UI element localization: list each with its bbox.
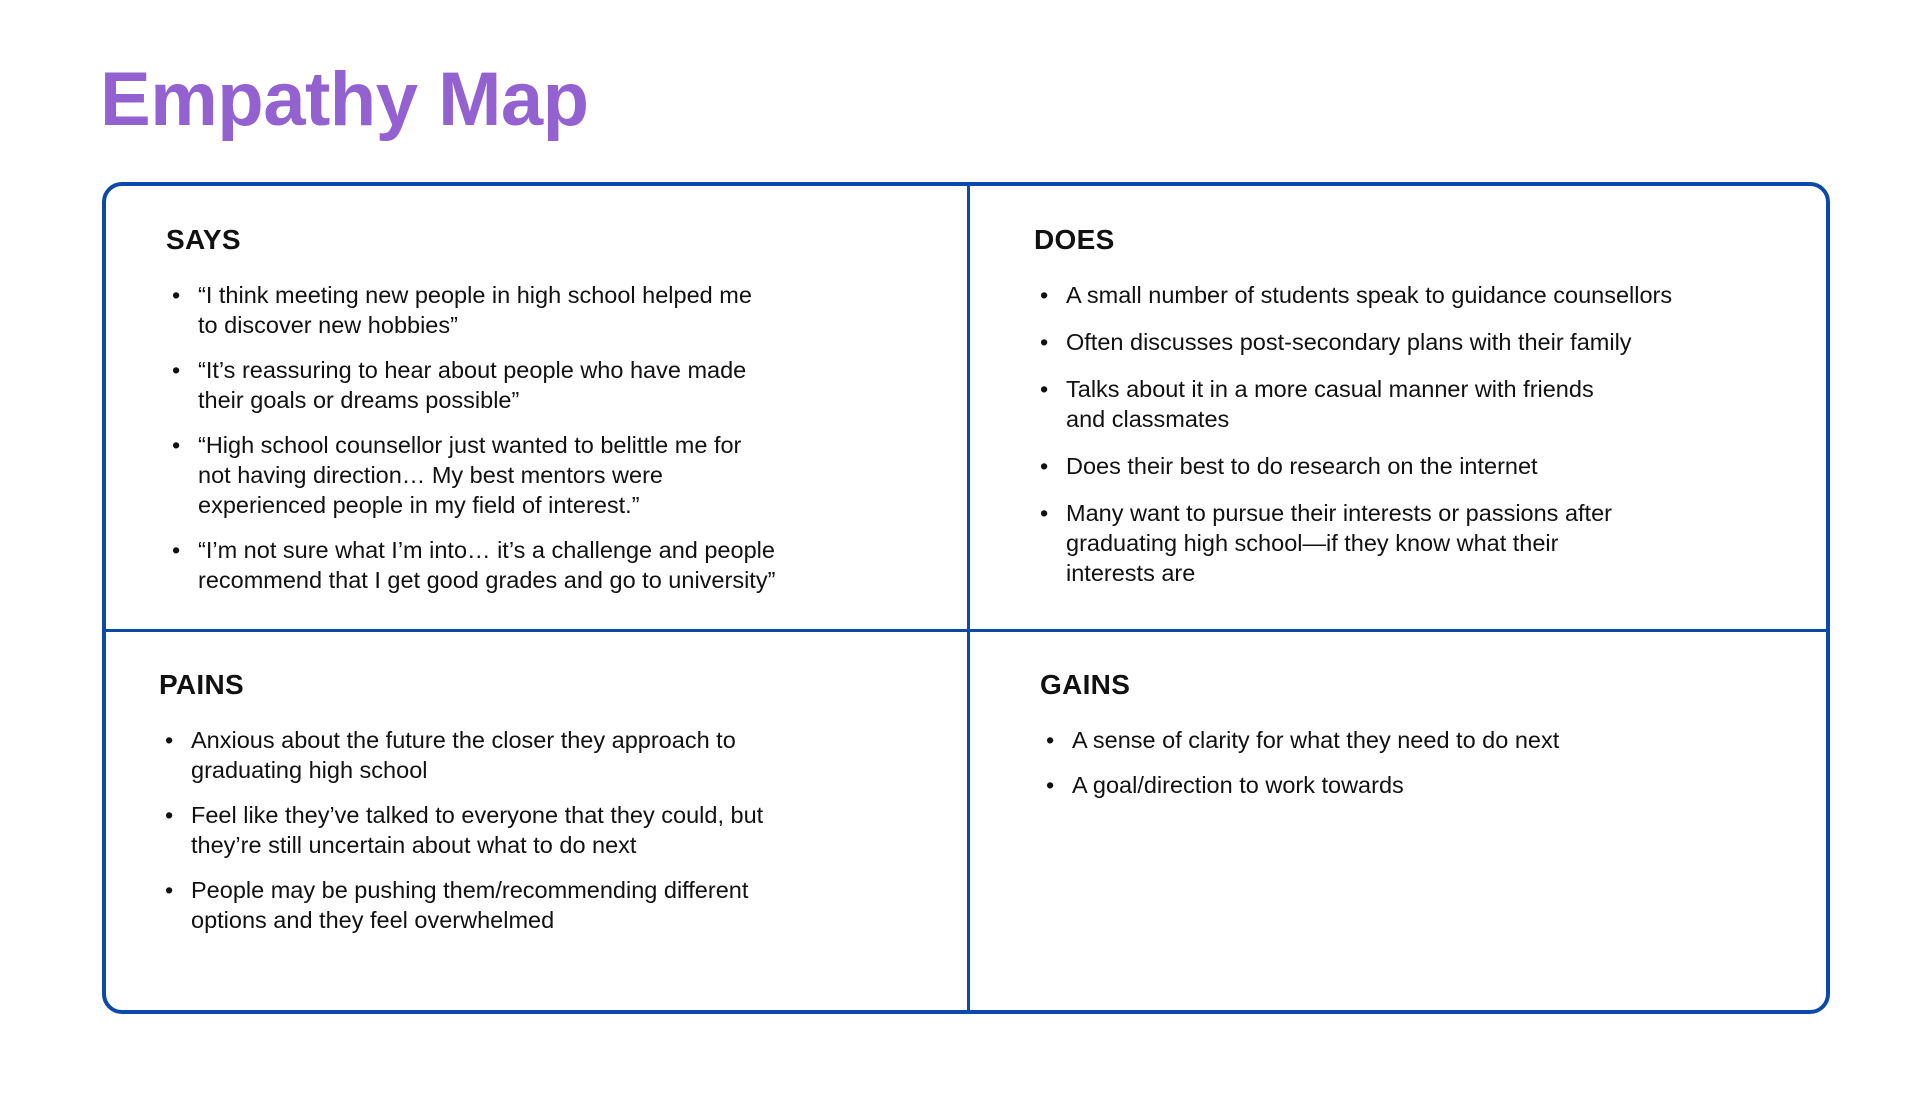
list-item-text: interests are [1066,560,1196,586]
list-item-text: “High school counsellor just wanted to belittle me for [198,432,742,458]
says-heading: SAYS [166,224,241,255]
bullet-icon: • [1046,727,1055,753]
list-item-text: their goals or dreams possible” [198,387,520,413]
does-list-item [1034,280,1672,310]
list-item-text: Does their best to do research on the internet [1066,453,1538,479]
bullet-icon: • [1040,282,1049,308]
list-item-text: Often discusses post-secondary plans with their family [1066,329,1632,355]
says-quadrant [166,224,775,610]
does-list-item [1034,327,1672,357]
list-item-text: graduating high school—if they know what their [1066,530,1559,556]
list-item-text: Talks about it in a more casual manner with friends [1066,376,1594,402]
does-list-item [1034,374,1672,434]
empathy-map-board [102,182,1830,1014]
does-list-item [1034,451,1672,481]
list-item-text: to discover new hobbies” [198,312,458,338]
says-list-item [166,535,775,595]
list-item-text: not having direction… My best mentors were [198,462,663,488]
bullet-icon: • [1040,500,1049,526]
bullet-icon: • [172,537,181,563]
list-item-text: they’re still uncertain about what to do next [191,832,637,858]
pains-list [159,725,763,935]
list-item-text: Feel like they’ve talked to everyone that they could, but [191,802,764,828]
list-item-text: A goal/direction to work towards [1072,772,1404,798]
list-item-text: graduating high school [191,757,428,783]
bullet-icon: • [165,802,174,828]
list-item-text: “I think meeting new people in high school helped me [198,282,752,308]
list-item-text: “I’m not sure what I’m into… it’s a challenge and people [198,537,775,563]
gains-list-item [1040,770,1559,800]
list-item-text: Many want to pursue their interests or passions after [1066,500,1612,526]
says-list-item [166,355,775,415]
says-list-item [166,430,775,520]
vertical-divider [967,186,970,1010]
list-item-text: A sense of clarity for what they need to do next [1072,727,1560,753]
list-item-text: Anxious about the future the closer they approach to [191,727,736,753]
bullet-icon: • [1040,329,1049,355]
page-title: Empathy Map [100,57,589,142]
list-item-text: A small number of students speak to guidance counsellors [1066,282,1673,308]
bullet-icon: • [1040,453,1049,479]
pains-list-item [159,875,763,935]
bullet-icon: • [1046,772,1055,798]
bullet-icon: • [172,432,181,458]
pains-quadrant [159,669,763,950]
horizontal-divider [106,629,1826,632]
bullet-icon: • [165,727,174,753]
gains-heading: GAINS [1040,669,1131,700]
gains-list [1040,725,1559,800]
pains-heading: PAINS [159,669,244,700]
says-list-item [166,280,775,340]
does-list [1034,280,1672,588]
list-item-text: “It’s reassuring to hear about people who have made [198,357,747,383]
pains-list-item [159,800,763,860]
list-item-text: and classmates [1066,406,1230,432]
pains-list-item [159,725,763,785]
says-list [166,280,775,595]
list-item-text: People may be pushing them/recommending different [191,877,749,903]
bullet-icon: • [1040,376,1049,402]
gains-list-item [1040,725,1559,755]
does-heading: DOES [1034,224,1115,255]
list-item-text: experienced people in my field of interest.” [198,492,640,518]
list-item-text: recommend that I get good grades and go to university” [198,567,776,593]
bullet-icon: • [172,282,181,308]
gains-quadrant [1040,669,1559,815]
list-item-text: options and they feel overwhelmed [191,907,555,933]
does-list-item [1034,498,1672,588]
bullet-icon: • [172,357,181,383]
bullet-icon: • [165,877,174,903]
does-quadrant [1034,224,1672,605]
